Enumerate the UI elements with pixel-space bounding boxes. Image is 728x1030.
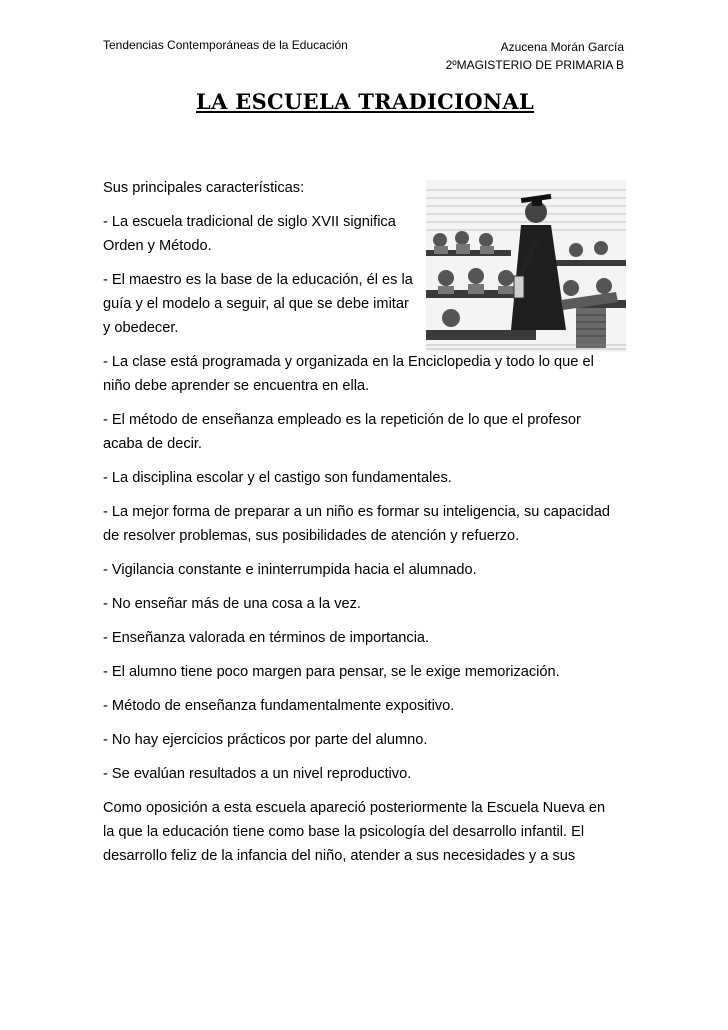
paragraph-line: - Se evalúan resultados a un nivel reproductivo. [103, 766, 412, 782]
header-author: Azucena Morán García [500, 40, 624, 54]
paragraph [103, 592, 633, 616]
paragraph-line: - El alumno tiene poco margen para pensar, se le exige memorización. [103, 664, 560, 680]
paragraph-line: y obedecer. [103, 320, 179, 336]
paragraph-line: guía y el modelo a seguir, al que se debe imitar [103, 296, 409, 312]
header-author-block [446, 38, 624, 74]
paragraph [103, 268, 633, 340]
paragraph-line: - Método de enseñanza fundamentalmente expositivo. [103, 698, 455, 714]
paragraph-line: de resolver problemas, sus posibilidades de atención y refuerzo. [103, 528, 520, 544]
header-course: Tendencias Contemporáneas de la Educación [103, 38, 348, 52]
paragraph [103, 660, 633, 684]
paragraph [103, 558, 633, 582]
paragraph-line: niño debe aprender se encuentra en ella. [103, 378, 370, 394]
paragraph-line: Sus principales características: [103, 180, 305, 196]
paragraph [103, 500, 633, 548]
page-title: LA ESCUELA TRADICIONAL [196, 89, 535, 114]
paragraph-line: - La disciplina escolar y el castigo son fundamentales. [103, 470, 452, 486]
paragraph-line: - No enseñar más de una cosa a la vez. [103, 596, 361, 612]
paragraph [103, 466, 633, 490]
paragraph [103, 626, 633, 650]
paragraph-line: Orden y Método. [103, 238, 212, 254]
paragraph-line: - Vigilancia constante e ininterrumpida hacia el alumnado. [103, 562, 477, 578]
paragraph-line: desarrollo feliz de la infancia del niño, atender a sus necesidades y a sus [103, 848, 576, 864]
paragraph-line: la que la educación tiene como base la psicología del desarrollo infantil. El [103, 824, 585, 840]
paragraph-line: - Enseñanza valorada en términos de importancia. [103, 630, 430, 646]
paragraph [103, 350, 633, 398]
document-body [103, 176, 633, 878]
paragraph [103, 796, 633, 868]
paragraph [103, 762, 633, 786]
paragraph-line: Como oposición a esta escuela apareció posteriormente la Escuela Nueva en [103, 800, 606, 816]
paragraph-line: - La clase está programada y organizada en la Enciclopedia y todo lo que el [103, 354, 594, 370]
paragraph-line: - No hay ejercicios prácticos por parte del alumno. [103, 732, 428, 748]
header-group: 2ºMAGISTERIO DE PRIMARIA B [445, 58, 624, 72]
paragraph [103, 210, 633, 258]
paragraph-line: acaba de decir. [103, 436, 202, 452]
paragraph [103, 728, 633, 752]
paragraph [103, 408, 633, 456]
paragraph-line: - El método de enseñanza empleado es la repetición de lo que el profesor [103, 412, 581, 428]
paragraph [103, 694, 633, 718]
paragraph-line: - La mejor forma de preparar a un niño es formar su inteligencia, su capacidad [103, 504, 610, 520]
paragraph [103, 176, 633, 200]
paragraph-line: - El maestro es la base de la educación, él es la [103, 272, 413, 288]
paragraph-line: - La escuela tradicional de siglo XVII significa [103, 214, 396, 230]
